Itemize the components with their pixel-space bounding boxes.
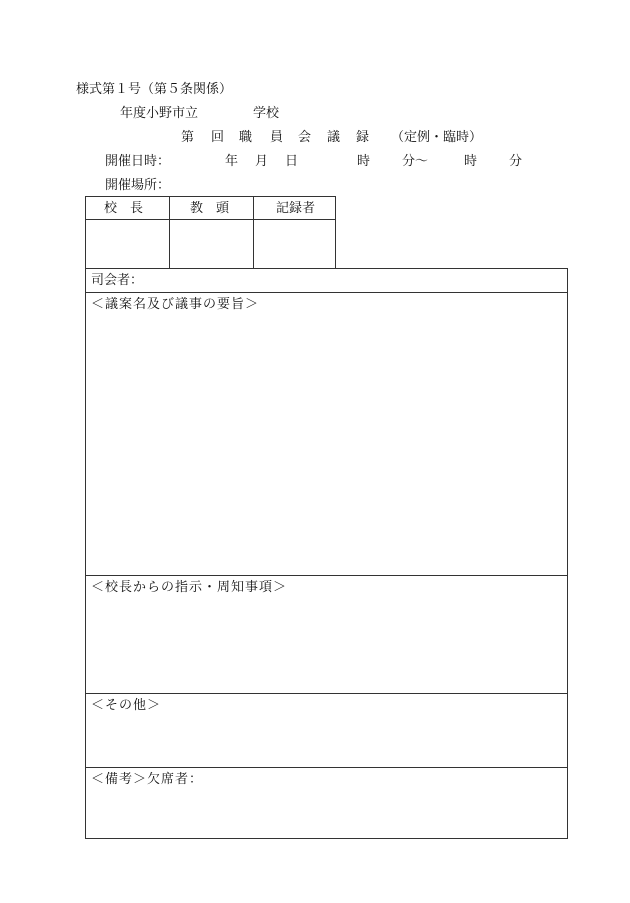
other-heading: ＜その他＞	[91, 698, 162, 713]
datetime-month: 月	[255, 154, 269, 169]
title-in: 員	[270, 130, 284, 145]
instructions-area[interactable]	[86, 598, 567, 692]
school-year-city: 年度小野市立	[120, 106, 199, 121]
moderator-label: 司会者：	[91, 273, 144, 288]
title-kai: 回	[211, 130, 225, 145]
principal-header: 校 長	[104, 201, 144, 216]
datetime-day: 日	[285, 154, 299, 169]
form-number: 様式第１号（第５条関係）	[76, 82, 233, 97]
venue-label: 開催場所：	[105, 178, 171, 193]
instructions-divider	[85, 693, 568, 694]
datetime-minute-to: 分	[509, 154, 523, 169]
recorder-stamp-cell[interactable]	[254, 220, 335, 268]
title-kai2: 会	[298, 130, 312, 145]
datetime-hour-to: 時	[464, 154, 478, 169]
remarks-heading: ＜備考＞欠席者：	[91, 772, 204, 787]
instructions-heading: ＜校長からの指示・周知事項＞	[91, 580, 288, 595]
remarks-area[interactable]	[86, 790, 567, 838]
vice-principal-header: 教 頭	[190, 201, 230, 216]
agenda-divider	[85, 575, 568, 576]
agenda-area[interactable]	[86, 315, 567, 574]
recorder-header: 記録者	[276, 201, 316, 216]
meeting-type: （定例・臨時）	[391, 130, 483, 145]
datetime-label: 開催日時：	[105, 154, 171, 169]
datetime-hour: 時	[357, 154, 371, 169]
datetime-year: 年	[225, 154, 239, 169]
agenda-heading: ＜議案名及び議事の要旨＞	[91, 297, 260, 312]
title-roku: 録	[356, 130, 370, 145]
vice-principal-stamp-cell[interactable]	[170, 220, 253, 268]
moderator-divider	[85, 292, 568, 293]
other-area[interactable]	[86, 716, 567, 766]
principal-stamp-cell[interactable]	[86, 220, 169, 268]
title-dai: 第	[181, 130, 195, 145]
datetime-minute-from: 分～	[402, 154, 429, 169]
other-divider	[85, 767, 568, 768]
title-gi: 議	[327, 130, 341, 145]
school-name-suffix: 学校	[253, 106, 280, 121]
title-shoku: 職	[239, 130, 253, 145]
